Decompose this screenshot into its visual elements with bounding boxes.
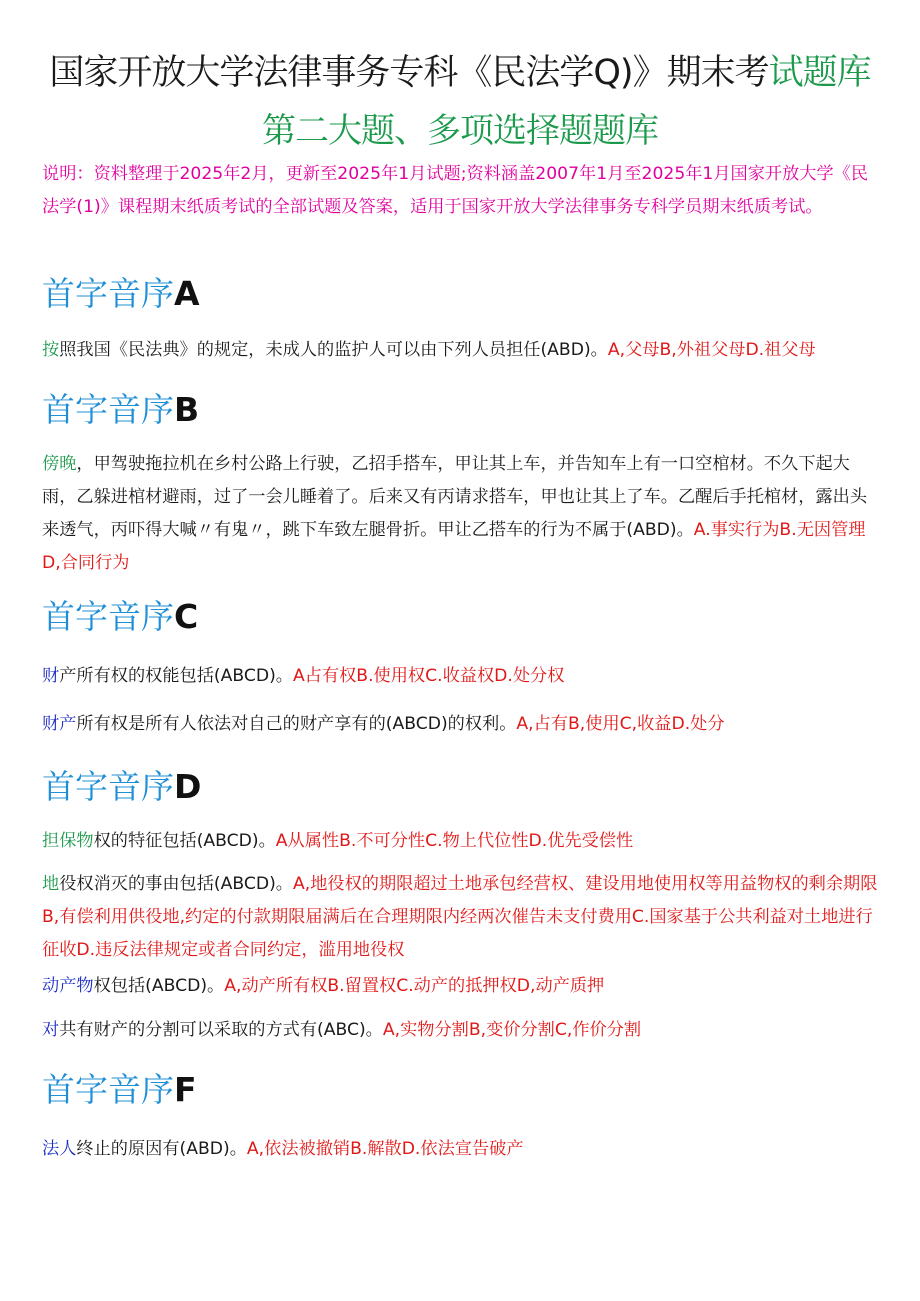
question-answer: A,依法被撤销B.解散D.依法宣告破产 <box>246 1139 524 1159</box>
question-answer: A,动产所有权B.留置权C.动产的抵押权D,动产质押 <box>224 976 605 996</box>
question-item <box>42 334 884 367</box>
section-letter: D <box>174 767 202 806</box>
question-lead: 傍晚 <box>42 454 77 474</box>
section-heading-a <box>42 272 200 316</box>
question-text: ，甲驾驶拖拉机在乡村公路上行驶，乙招手搭车，甲让其上车，并告知车上有一口空棺材。不久下起大雨，乙躲进棺材避雨，过了一会儿睡着了。后来又有丙请求搭车，甲也让其上了车。乙醒后手托棺材，露出头来透气，丙吓得大喊〃有鬼〃，跳下车致左腿骨折。甲让乙搭车的行为不属于(ABD)。 <box>42 454 868 540</box>
section-letter: C <box>174 597 199 636</box>
question-text: 终止的原因有(ABD)。 <box>76 1139 247 1159</box>
description-note: 说明：资料整理于2025年2月，更新至2025年1月试题;资料涵盖2007年1月至2025年1月国家开放大学《民法学(1)》课程期末纸质考试的全部试题及答案，适用于国家开放大学法律事务专科学员期末纸质考试。 <box>42 164 869 217</box>
question-lead: 财 <box>42 666 60 686</box>
section-letter: A <box>174 274 200 313</box>
question-text: 役权消灭的事由包括(ABCD)。 <box>59 874 293 894</box>
question-item <box>42 708 884 741</box>
question-item <box>42 660 884 693</box>
section-heading-c <box>42 595 198 639</box>
page-subtitle: 第二大题、多项选择题题库 <box>262 111 658 151</box>
question-lead: 按 <box>42 340 60 360</box>
question-lead: 担保物 <box>42 831 94 851</box>
section-letter: F <box>174 1070 197 1109</box>
question-lead: 法人 <box>42 1139 77 1159</box>
question-answer: A从属性B.不可分性C.物上代位性D.优先受偿性 <box>275 831 634 851</box>
question-answer: A,实物分割B,变价分割C,作价分割 <box>382 1020 642 1040</box>
question-item <box>42 970 884 1003</box>
question-lead: 地 <box>42 874 60 894</box>
title-main: 国家开放大学法律事务专科《民法学Q)》期末考 <box>49 53 769 93</box>
question-answer: A,地役权的期限超过土地承包经营权、建设用地使用权等用益物权的剩余期限B,有偿利用供役地,约定的付款期限届满后在合理期限内经两次催告未支付费用C.国家基于公共利益对土地进行征收D.违反法律规定或者合同约定，滥用地役权 <box>42 874 878 960</box>
question-text: 权的特征包括(ABCD)。 <box>93 831 276 851</box>
question-answer: A,父母B,外祖父母D.祖父母 <box>607 340 816 360</box>
question-text: 照我国《民法典》的规定，未成人的监护人可以由下列人员担任(ABD)。 <box>59 340 608 360</box>
question-text: 产所有权的权能包括(ABCD)。 <box>59 666 293 686</box>
question-item <box>42 448 884 580</box>
section-letter: B <box>174 390 200 429</box>
question-item <box>42 1014 884 1047</box>
section-word: 首字音序 <box>42 274 174 313</box>
question-answer: A.事实行为B.无因管理D,合同行为 <box>42 520 866 573</box>
section-heading-b <box>42 388 199 432</box>
question-text: 所有权是所有人依法对自己的财产享有的(ABCD)的权利。 <box>76 714 517 734</box>
question-text: 共有财产的分割可以采取的方式有(ABC)。 <box>59 1020 383 1040</box>
page-title <box>0 50 920 96</box>
question-answer: A占有权B.使用权C.收益权D.处分权 <box>292 666 565 686</box>
question-text: 权包括(ABCD)。 <box>93 976 225 996</box>
section-word: 首字音序 <box>42 767 174 806</box>
question-lead: 财产 <box>42 714 77 734</box>
title-tail: 试题库 <box>768 53 871 93</box>
question-lead: 动产物 <box>42 976 94 996</box>
section-heading-d <box>42 765 201 809</box>
section-word: 首字音序 <box>42 390 174 429</box>
section-heading-f <box>42 1068 197 1112</box>
question-item <box>42 825 884 858</box>
question-lead: 对 <box>42 1020 60 1040</box>
question-item <box>42 1133 884 1166</box>
question-item <box>42 868 884 967</box>
question-answer: A,占有B,使用C,收益D.处分 <box>516 714 725 734</box>
section-word: 首字音序 <box>42 1070 174 1109</box>
section-word: 首字音序 <box>42 597 174 636</box>
